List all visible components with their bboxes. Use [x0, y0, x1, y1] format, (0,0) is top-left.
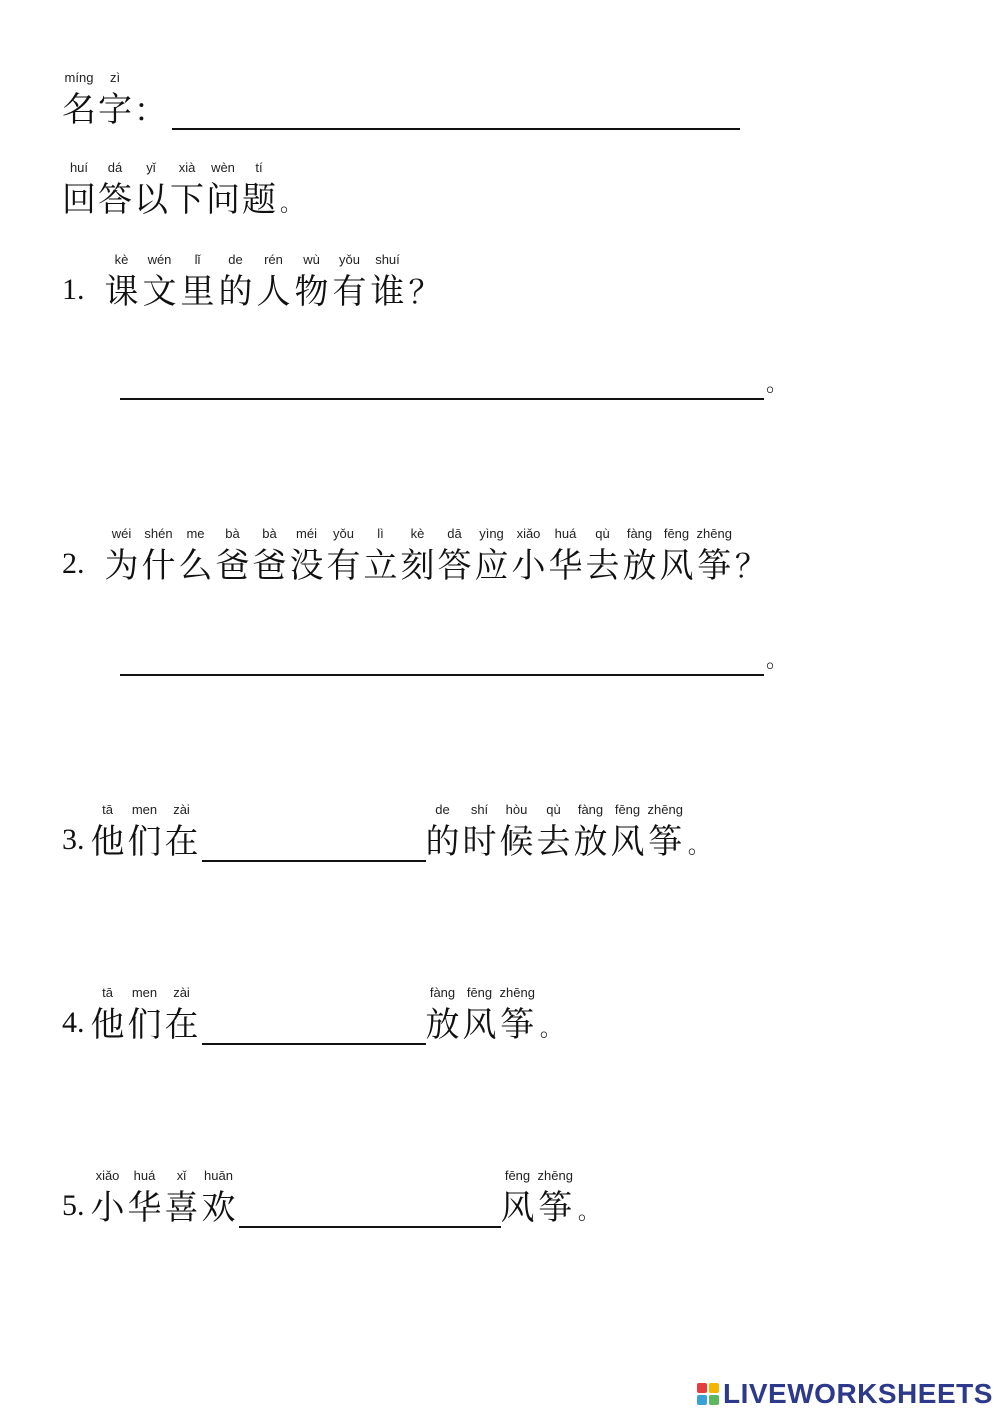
hanzi-with-pinyin	[648, 802, 683, 862]
pinyin: kè	[410, 526, 425, 541]
pinyin: qù	[546, 802, 561, 817]
hanzi-with-pinyin	[128, 802, 162, 862]
hanzi-with-pinyin	[611, 802, 645, 862]
question-2	[62, 526, 767, 586]
hanzi: 风	[659, 546, 694, 586]
instruction-text	[62, 160, 278, 220]
hanzi: 的	[425, 822, 460, 862]
hanzi: 小	[511, 546, 546, 586]
pinyin: xiǎo	[516, 526, 541, 541]
hanzi: 的	[218, 272, 253, 312]
question-1-number: 1.	[62, 273, 85, 306]
hanzi-with-pinyin	[179, 526, 213, 586]
hanzi: 欢	[201, 1188, 236, 1228]
hanzi-with-pinyin	[62, 160, 96, 220]
hanzi-with-pinyin	[134, 160, 168, 220]
hanzi-with-pinyin	[142, 526, 176, 586]
hanzi: 们	[127, 1005, 162, 1045]
hanzi-with-pinyin	[327, 526, 361, 586]
hanzi: 去	[536, 822, 571, 862]
pinyin: yìng	[479, 526, 504, 541]
hanzi: 么	[178, 546, 213, 586]
hanzi-with-pinyin	[475, 526, 509, 586]
pinyin: huí	[69, 160, 89, 175]
answer-1	[120, 360, 788, 400]
pinyin: bà	[225, 526, 240, 541]
pinyin: yǐ	[146, 160, 156, 175]
hanzi-with-pinyin	[574, 802, 608, 862]
hanzi: 风	[462, 1005, 497, 1045]
question-3-period: 。	[687, 834, 710, 859]
logo-square	[709, 1395, 719, 1405]
hanzi: 爸	[252, 546, 287, 586]
answer-2-input-line[interactable]	[120, 636, 764, 676]
hanzi-with-pinyin	[91, 1168, 125, 1228]
pinyin: fàng	[429, 985, 456, 1000]
answer-1-input-line[interactable]	[120, 360, 764, 400]
hanzi-with-pinyin	[463, 802, 497, 862]
question-3	[62, 802, 710, 862]
question-1-text	[105, 252, 409, 312]
liveworksheets-mark-icon	[697, 1383, 719, 1405]
hanzi-with-pinyin	[538, 1168, 573, 1228]
hanzi: 回	[62, 180, 96, 220]
pinyin: rén	[264, 252, 283, 267]
hanzi: 喜	[164, 1188, 199, 1228]
hanzi-with-pinyin	[660, 526, 694, 586]
hanzi: 筝	[500, 1005, 535, 1045]
hanzi-with-pinyin	[253, 526, 287, 586]
hanzi-with-pinyin	[98, 160, 132, 220]
hanzi: 爸	[215, 546, 250, 586]
question-5-text-after	[501, 1168, 576, 1228]
pinyin: dá	[107, 160, 123, 175]
hanzi: 放	[573, 822, 608, 862]
pinyin: xǐ	[176, 1168, 187, 1183]
question-1	[62, 252, 441, 312]
hanzi-with-pinyin	[181, 252, 215, 312]
pinyin: men	[131, 802, 158, 817]
hanzi-with-pinyin	[426, 802, 460, 862]
pinyin: xiǎo	[95, 1168, 120, 1183]
answer-2-period: 。	[766, 648, 789, 673]
hanzi-with-pinyin	[500, 985, 535, 1045]
question-5-period: 。	[577, 1200, 600, 1225]
hanzi: 谁	[370, 272, 405, 312]
hanzi-with-pinyin	[586, 526, 620, 586]
pinyin: zài	[173, 985, 190, 1000]
pinyin: bà	[262, 526, 277, 541]
name-line	[62, 70, 740, 130]
logo-square	[697, 1395, 707, 1405]
answer-1-period: 。	[766, 372, 789, 397]
instruction-line	[62, 160, 302, 220]
hanzi: 去	[585, 546, 620, 586]
hanzi: 华	[548, 546, 583, 586]
pinyin: hòu	[505, 802, 528, 817]
pinyin: fēng	[466, 985, 493, 1000]
hanzi-with-pinyin	[549, 526, 583, 586]
pinyin: zhēng	[499, 985, 535, 1000]
hanzi: 候	[499, 822, 534, 862]
hanzi-with-pinyin	[364, 526, 398, 586]
question-4	[62, 985, 562, 1045]
hanzi-with-pinyin	[426, 985, 460, 1045]
pinyin: tā	[102, 802, 113, 817]
hanzi: 物	[294, 272, 329, 312]
pinyin: wèn	[211, 160, 235, 175]
pinyin: zhēng	[537, 1168, 573, 1183]
hanzi: 放	[622, 546, 657, 586]
pinyin: shén	[144, 526, 173, 541]
hanzi-with-pinyin	[105, 526, 139, 586]
hanzi: 放	[425, 1005, 460, 1045]
liveworksheets-logo	[697, 1378, 993, 1410]
hanzi-with-pinyin	[219, 252, 253, 312]
question-2-number: 2.	[62, 547, 85, 580]
pinyin: huá	[133, 1168, 156, 1183]
hanzi-with-pinyin	[216, 526, 250, 586]
hanzi: 他	[90, 822, 125, 862]
hanzi-with-pinyin	[206, 160, 240, 220]
hanzi: 以	[134, 180, 168, 220]
hanzi: 文	[142, 272, 177, 312]
pinyin: huān	[204, 1168, 233, 1183]
hanzi: 为	[104, 546, 139, 586]
logo-square	[697, 1383, 707, 1393]
hanzi-with-pinyin	[512, 526, 546, 586]
hanzi: 风	[500, 1188, 535, 1228]
pinyin: men	[131, 985, 158, 1000]
hanzi: 问	[206, 180, 240, 220]
hanzi: 答	[437, 546, 472, 586]
hanzi-with-pinyin	[371, 252, 405, 312]
logo-square	[709, 1383, 719, 1393]
question-2-text	[105, 526, 735, 586]
hanzi: 字	[98, 90, 132, 130]
answer-2	[120, 636, 788, 676]
hanzi-with-pinyin	[501, 1168, 535, 1228]
pinyin: wéi	[111, 526, 132, 541]
pinyin: yǒu	[333, 526, 354, 541]
hanzi-with-pinyin	[98, 70, 132, 130]
hanzi: 立	[363, 546, 398, 586]
pinyin: de	[435, 802, 450, 817]
question-4-text-after	[426, 985, 538, 1045]
hanzi-with-pinyin	[165, 1168, 199, 1228]
hanzi-with-pinyin	[170, 160, 204, 220]
hanzi: 里	[180, 272, 215, 312]
hanzi-with-pinyin	[143, 252, 177, 312]
logo-text: LIVEWORKSHEETS	[723, 1378, 993, 1409]
pinyin: de	[228, 252, 243, 267]
question-4-text-before	[91, 985, 202, 1045]
question-4-period: 。	[539, 1017, 562, 1042]
hanzi-with-pinyin	[623, 526, 657, 586]
hanzi-with-pinyin	[500, 802, 534, 862]
answer-5-input-line[interactable]	[239, 1188, 501, 1228]
pinyin: tí	[255, 160, 263, 175]
hanzi: 时	[462, 822, 497, 862]
hanzi: 课	[104, 272, 139, 312]
hanzi-with-pinyin	[62, 70, 96, 130]
question-3-text-after	[426, 802, 686, 862]
hanzi: 有	[326, 546, 361, 586]
pinyin: me	[186, 526, 205, 541]
answer-4-input-line[interactable]	[202, 1005, 426, 1045]
hanzi-with-pinyin	[128, 985, 162, 1045]
hanzi-with-pinyin	[242, 160, 276, 220]
hanzi: 筝	[538, 1188, 573, 1228]
hanzi: 什	[141, 546, 176, 586]
hanzi: 下	[170, 180, 204, 220]
hanzi: 人	[256, 272, 291, 312]
hanzi-with-pinyin	[202, 1168, 236, 1228]
hanzi: 在	[164, 822, 199, 862]
pinyin: lǐ	[194, 252, 201, 267]
hanzi: 有	[332, 272, 367, 312]
question-2-mark: ？	[734, 547, 767, 585]
pinyin: zì	[109, 70, 121, 85]
hanzi-with-pinyin	[295, 252, 329, 312]
hanzi-with-pinyin	[165, 802, 199, 862]
hanzi-with-pinyin	[290, 526, 324, 586]
pinyin: zhēng	[647, 802, 683, 817]
pinyin: fēng	[504, 1168, 531, 1183]
hanzi: 在	[164, 1005, 199, 1045]
hanzi-with-pinyin	[105, 252, 139, 312]
pinyin: yǒu	[339, 252, 360, 267]
hanzi: 名	[62, 90, 96, 130]
hanzi: 题	[242, 180, 276, 220]
pinyin: fàng	[577, 802, 604, 817]
name-colon: ：	[134, 91, 167, 129]
hanzi: 华	[127, 1188, 162, 1228]
question-5-text-before	[91, 1168, 239, 1228]
hanzi-with-pinyin	[401, 526, 435, 586]
hanzi-with-pinyin	[128, 1168, 162, 1228]
question-3-text-before	[91, 802, 202, 862]
pinyin: míng	[64, 70, 94, 85]
pinyin: qù	[595, 526, 610, 541]
pinyin: xià	[178, 160, 196, 175]
question-3-number: 3.	[62, 823, 85, 856]
hanzi-with-pinyin	[438, 526, 472, 586]
question-1-mark: ？	[408, 273, 441, 311]
question-5-number: 5.	[62, 1189, 85, 1222]
hanzi-with-pinyin	[257, 252, 291, 312]
pinyin: dā	[447, 526, 462, 541]
pinyin: wén	[147, 252, 172, 267]
hanzi-with-pinyin	[165, 985, 199, 1045]
hanzi-with-pinyin	[537, 802, 571, 862]
hanzi: 们	[127, 822, 162, 862]
pinyin: zhēng	[696, 526, 732, 541]
pinyin: shuí	[375, 252, 400, 267]
hanzi: 刻	[400, 546, 435, 586]
hanzi-with-pinyin	[697, 526, 732, 586]
pinyin: zài	[173, 802, 190, 817]
hanzi: 应	[474, 546, 509, 586]
question-5	[62, 1168, 600, 1228]
answer-3-input-line[interactable]	[202, 822, 426, 862]
hanzi-with-pinyin	[91, 802, 125, 862]
hanzi: 筝	[697, 546, 732, 586]
pinyin: fēng	[614, 802, 641, 817]
instruction-period: 。	[280, 192, 303, 217]
pinyin: fàng	[626, 526, 653, 541]
pinyin: fēng	[663, 526, 690, 541]
pinyin: huá	[554, 526, 577, 541]
pinyin: tā	[102, 985, 113, 1000]
pinyin: méi	[296, 526, 317, 541]
pinyin: shí	[470, 802, 489, 817]
hanzi: 筝	[648, 822, 683, 862]
pinyin: lì	[377, 526, 384, 541]
hanzi-with-pinyin	[463, 985, 497, 1045]
pinyin: kè	[114, 252, 129, 267]
hanzi: 他	[90, 1005, 125, 1045]
question-4-number: 4.	[62, 1006, 85, 1039]
name-input-line[interactable]	[172, 90, 740, 130]
name-label	[62, 70, 134, 130]
hanzi: 风	[610, 822, 645, 862]
hanzi: 小	[90, 1188, 125, 1228]
hanzi-with-pinyin	[333, 252, 367, 312]
hanzi: 答	[98, 180, 132, 220]
hanzi-with-pinyin	[91, 985, 125, 1045]
pinyin: wù	[303, 252, 320, 267]
hanzi: 没	[289, 546, 324, 586]
